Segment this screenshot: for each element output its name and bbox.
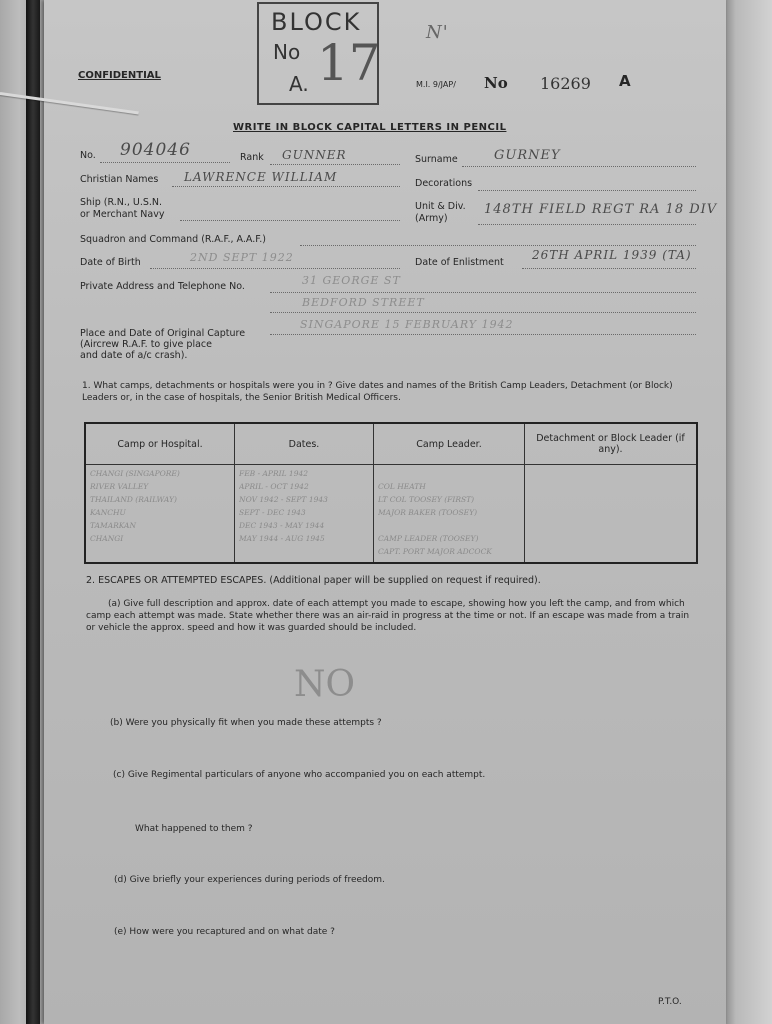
no-value: 904046 bbox=[120, 140, 191, 160]
header-detachment-leader: Detachment or Block Leader (if any). bbox=[525, 423, 698, 465]
address-label: Private Address and Telephone No. bbox=[80, 281, 245, 292]
address-value-2: BEDFORD STREET bbox=[302, 296, 425, 309]
christian-names-line bbox=[172, 186, 400, 187]
block-stamp bbox=[257, 2, 379, 105]
header-camp-leader: Camp Leader. bbox=[374, 423, 525, 465]
leader-entry-extra: CAPT. PORT MAJOR ADCOCK bbox=[378, 547, 492, 556]
leader-entry bbox=[378, 467, 520, 480]
surname-line bbox=[462, 166, 696, 167]
dob-value: 2ND SEPT 1922 bbox=[190, 251, 294, 264]
capture-line bbox=[270, 334, 696, 335]
surname-value: GURNEY bbox=[494, 148, 561, 163]
address-line-1 bbox=[270, 292, 696, 293]
date-entry: NOV 1942 - SEPT 1943 bbox=[239, 495, 328, 504]
question-1-text: 1. What camps, detachments or hospitals were you in ? Give dates and names of the British Camp Leaders, Detachment (or Block) Leaders or, in the case of hospitals, the Senior British Medical Officers. bbox=[82, 381, 673, 403]
pto-label: P.T.O. bbox=[658, 997, 682, 1007]
decorations-line bbox=[478, 190, 696, 191]
block-word: BLOCK bbox=[271, 8, 362, 36]
block-no-label: No bbox=[273, 40, 301, 64]
question-2-heading: 2. ESCAPES OR ATTEMPTED ESCAPES. (Additional paper will be supplied on request if required). bbox=[86, 575, 541, 586]
question-2b-text: (b) Were you physically fit when you made these attempts ? bbox=[110, 718, 382, 728]
dob-label: Date of Birth bbox=[80, 257, 141, 268]
address-line-2 bbox=[270, 312, 696, 313]
instruction-heading: WRITE IN BLOCK CAPITAL LETTERS IN PENCIL bbox=[233, 122, 507, 133]
binder-spine bbox=[26, 0, 40, 1024]
dob-line bbox=[150, 268, 400, 269]
capture-value: SINGAPORE 15 FEBRUARY 1942 bbox=[300, 318, 514, 331]
ship-line bbox=[180, 220, 400, 221]
squadron-line bbox=[300, 245, 696, 246]
no-line bbox=[100, 162, 230, 163]
date-entry: MAY 1944 - AUG 1945 bbox=[239, 534, 325, 543]
unit-label-line1: Unit & Div. bbox=[415, 201, 466, 212]
no-label: No. bbox=[80, 150, 96, 161]
rank-value: GUNNER bbox=[282, 148, 347, 162]
confidential-label: CONFIDENTIAL bbox=[78, 70, 161, 81]
leader-entry bbox=[378, 519, 520, 532]
serial-suffix: A bbox=[619, 72, 631, 90]
date-entry: FEB - APRIL 1942 bbox=[239, 469, 309, 478]
camps-table-header-row bbox=[85, 423, 697, 465]
christian-names-value: LAWRENCE WILLIAM bbox=[184, 170, 338, 184]
unit-label-line2: (Army) bbox=[415, 213, 448, 224]
enlistment-line bbox=[522, 268, 696, 269]
unit-value: 148TH FIELD REGT RA 18 DIV bbox=[484, 202, 718, 217]
question-2c-text: (c) Give Regimental particulars of anyone who accompanied you on each attempt. bbox=[113, 770, 486, 780]
header-camp-or-hospital: Camp or Hospital. bbox=[85, 423, 235, 465]
question-2a-text: (a) Give full description and approx. date of each attempt you made to escape, showing how you left the camp, and from which camp each attempt was made. State whether there was an air-raid in progress at the time or not. If an escape was made from a train or vehicle the approx. speed and how it was guarded should be included. bbox=[86, 599, 690, 633]
camps-table bbox=[84, 422, 698, 564]
leader-entry: MAJOR BAKER (TOOSEY) bbox=[378, 508, 478, 517]
christian-names-label: Christian Names bbox=[80, 174, 159, 185]
camp-entry: RIVER VALLEY bbox=[90, 482, 149, 491]
camp-entry: KANCHU bbox=[90, 508, 126, 517]
question-2e-text: (e) How were you recaptured and on what date ? bbox=[114, 927, 335, 937]
number-label: No bbox=[484, 74, 508, 92]
right-page-stack bbox=[720, 0, 772, 1024]
question-2c-followup: What happened to them ? bbox=[135, 824, 253, 834]
serial-number: 16269 bbox=[540, 74, 591, 93]
camp-entry: TAMARKAN bbox=[90, 521, 137, 530]
rank-label: Rank bbox=[240, 152, 264, 163]
header-dates: Dates. bbox=[235, 423, 374, 465]
detachment-leader-column bbox=[525, 465, 698, 564]
camp-leader-column bbox=[374, 465, 525, 564]
unit-line bbox=[478, 224, 696, 225]
top-pencil-mark: N' bbox=[426, 22, 449, 43]
ship-label-line2: or Merchant Navy bbox=[80, 209, 165, 220]
block-number: 17 bbox=[317, 34, 381, 92]
enlistment-value: 26TH APRIL 1939 (TA) bbox=[532, 248, 692, 262]
camp-entry: CHANGI (SINGAPORE) bbox=[90, 469, 180, 478]
camp-entry: CHANGI bbox=[90, 534, 124, 543]
date-entry: SEPT - DEC 1943 bbox=[239, 508, 306, 517]
surname-label: Surname bbox=[415, 154, 458, 165]
dates-column bbox=[235, 465, 374, 564]
capture-label-line1: Place and Date of Original Capture bbox=[80, 328, 246, 339]
date-entry: DEC 1943 - MAY 1944 bbox=[239, 521, 325, 530]
capture-label-line3: and date of a/c crash). bbox=[80, 350, 188, 361]
leader-entry: LT COL TOOSEY (FIRST) bbox=[378, 495, 475, 504]
enlistment-label: Date of Enlistment bbox=[415, 257, 504, 268]
leader-entry: CAMP LEADER (TOOSEY) bbox=[378, 534, 479, 543]
date-entry: APRIL - OCT 1942 bbox=[239, 482, 309, 491]
camps-table-body-row bbox=[85, 465, 697, 564]
left-binder-edge bbox=[0, 0, 48, 1024]
question-2a-answer: NO bbox=[294, 664, 356, 705]
capture-label-line2: (Aircrew R.A.F. to give place bbox=[80, 339, 212, 350]
leader-entry: COL HEATH bbox=[378, 482, 426, 491]
rank-line bbox=[270, 164, 400, 165]
decorations-label: Decorations bbox=[415, 178, 473, 189]
ship-label-line1: Ship (R.N., U.S.N. bbox=[80, 197, 163, 208]
question-2d-text: (d) Give briefly your experiences during periods of freedom. bbox=[114, 875, 385, 885]
block-letter: A. bbox=[289, 72, 309, 96]
form-reference: M.I. 9/JAP/ bbox=[416, 80, 456, 89]
camp-column bbox=[85, 465, 235, 564]
camp-entry: THAILAND (RAILWAY) bbox=[90, 495, 177, 504]
squadron-label: Squadron and Command (R.A.F., A.A.F.) bbox=[80, 234, 266, 245]
address-value-1: 31 GEORGE ST bbox=[302, 274, 401, 287]
